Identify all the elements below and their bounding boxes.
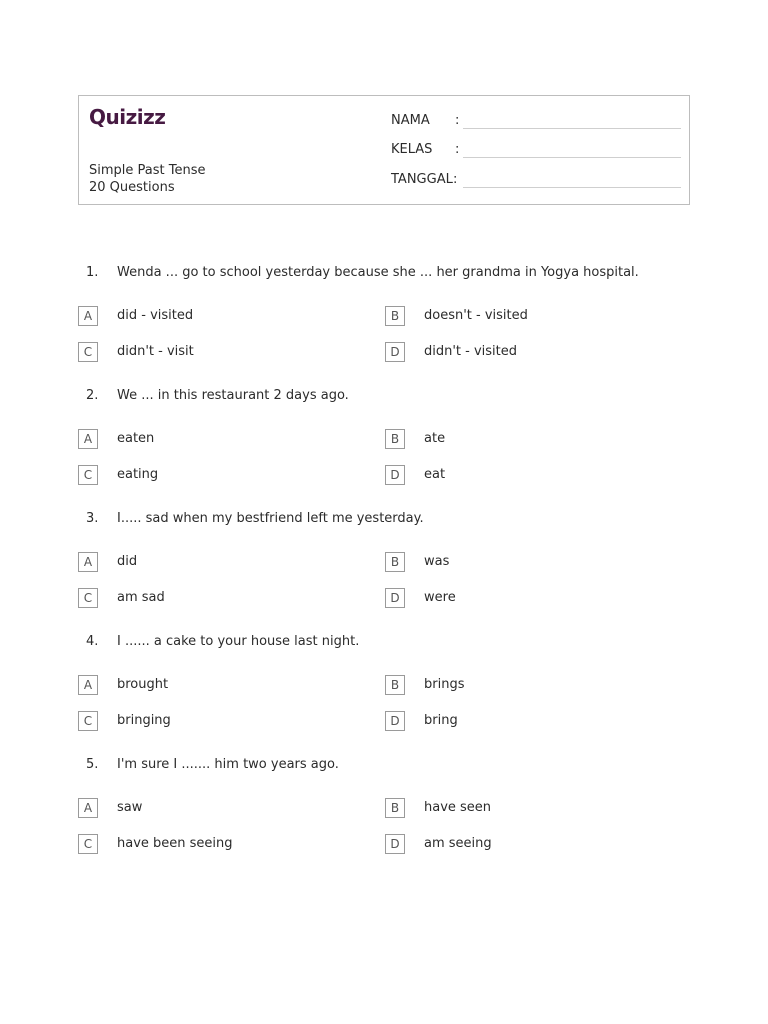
option-text: am sad: [117, 590, 165, 605]
question-number: 5.: [86, 757, 99, 772]
question-text: We ... in this restaurant 2 days ago.: [117, 388, 349, 403]
quiz-info: [89, 162, 206, 196]
question-number: 3.: [86, 511, 99, 526]
option-letter-box[interactable]: C: [78, 834, 98, 854]
question-count: 20 Questions: [89, 180, 175, 195]
question-text: I..... sad when my bestfriend left me yesterday.: [117, 511, 424, 526]
question-text: I ...... a cake to your house last night.: [117, 634, 360, 649]
option-text: have seen: [424, 800, 492, 815]
option-letter-box[interactable]: B: [385, 675, 405, 695]
class-field: [391, 142, 681, 162]
option-letter-box[interactable]: A: [78, 552, 98, 572]
option-text: bringing: [117, 713, 171, 728]
name-colon: :: [455, 113, 460, 128]
option-text: brought: [117, 677, 169, 692]
option-letter-box[interactable]: B: [385, 552, 405, 572]
option-letter-box[interactable]: D: [385, 465, 405, 485]
option-text: eat: [424, 467, 446, 482]
option-letter-box[interactable]: A: [78, 306, 98, 326]
question-number: 2.: [86, 388, 99, 403]
worksheet-header: [78, 95, 690, 205]
option-text: were: [424, 590, 456, 605]
option-text: didn't - visit: [117, 344, 194, 359]
option-letter-box[interactable]: C: [78, 711, 98, 731]
option-text: was: [424, 554, 450, 569]
name-label: NAMA: [391, 113, 430, 128]
option-text: brings: [424, 677, 465, 692]
option-letter-box[interactable]: A: [78, 798, 98, 818]
date-field: [391, 172, 681, 192]
name-blank-line[interactable]: [463, 128, 681, 129]
class-colon: :: [455, 142, 460, 157]
date-blank-line[interactable]: [463, 187, 681, 188]
name-field: [391, 113, 681, 133]
date-label: TANGGAL: [391, 172, 453, 187]
option-letter-box[interactable]: B: [385, 306, 405, 326]
option-letter-box[interactable]: A: [78, 675, 98, 695]
option-letter-box[interactable]: D: [385, 834, 405, 854]
date-colon: :: [453, 172, 458, 187]
question-text: I'm sure I ....... him two years ago.: [117, 757, 339, 772]
option-text: eaten: [117, 431, 155, 446]
option-letter-box[interactable]: B: [385, 429, 405, 449]
question-text: Wenda ... go to school yesterday because she ... her grandma in Yogya hospital.: [117, 265, 639, 280]
option-letter-box[interactable]: A: [78, 429, 98, 449]
option-text: did - visited: [117, 308, 194, 323]
option-letter-box[interactable]: B: [385, 798, 405, 818]
question-number: 4.: [86, 634, 99, 649]
option-text: doesn't - visited: [424, 308, 528, 323]
option-text: saw: [117, 800, 143, 815]
option-letter-box[interactable]: D: [385, 342, 405, 362]
class-label: KELAS: [391, 142, 433, 157]
option-text: am seeing: [424, 836, 492, 851]
option-text: didn't - visited: [424, 344, 518, 359]
option-letter-box[interactable]: C: [78, 342, 98, 362]
option-text: ate: [424, 431, 446, 446]
option-letter-box[interactable]: C: [78, 588, 98, 608]
option-text: eating: [117, 467, 159, 482]
option-letter-box[interactable]: D: [385, 711, 405, 731]
option-letter-box[interactable]: D: [385, 588, 405, 608]
option-text: bring: [424, 713, 458, 728]
quiz-title: Simple Past Tense: [89, 163, 206, 178]
option-letter-box[interactable]: C: [78, 465, 98, 485]
question-number: 1.: [86, 265, 99, 280]
class-blank-line[interactable]: [463, 157, 681, 158]
quizizz-logo: Quizizz: [89, 105, 166, 129]
option-text: have been seeing: [117, 836, 233, 851]
option-text: did: [117, 554, 138, 569]
